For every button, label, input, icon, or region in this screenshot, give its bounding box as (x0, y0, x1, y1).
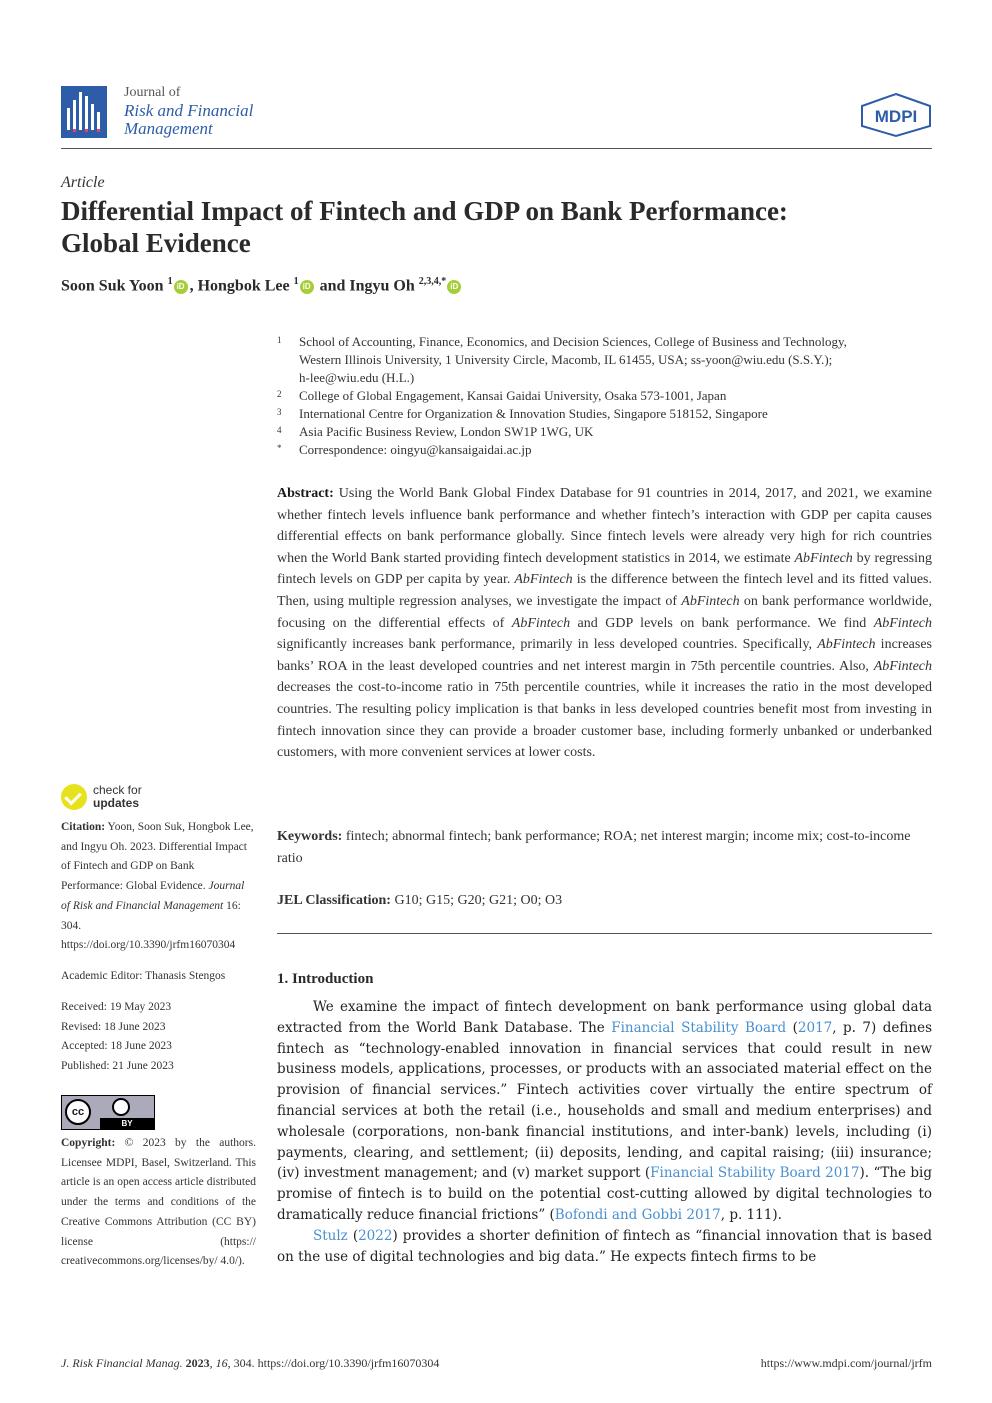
journal-name (124, 84, 253, 138)
header-rule (61, 148, 932, 149)
author-affil: 1 (167, 276, 173, 287)
affiliation-2: 2 College of Global Engagement, Kansai Gaidai University, Osaka 573-1001, Japan (277, 388, 727, 403)
paragraph-1: We examine the impact of fintech development on bank performance using global data extracted from the World Bank Database. The Financial Stability Board (2017, p. 7) defines fintech as “technology-enabled innovation in financial services that could result in new business models, applications, processes, or products with an associated material effect on the provision of financial services.” Fintech activities cover virtually the entire spectrum of financial services at both the retail (i.e., households and small and medium enterprises) and wholesale (corporations, non-bank financial institutions, and inter-bank) levels, including (i) payments, clearing, and settlement; (ii) deposits, lending, and capital raising; (iii) insurance; (iv) investment management; and (v) market support (Financial Stability Board 2017). “The big promise of fintech is to build on the potential cost-cutting allowed by digital technologies to dramatically reduce financial frictions” (Bofondi and Gobbi 2017, p. 111). (277, 999, 933, 1223)
affiliations (277, 333, 937, 459)
orcid-icon[interactable]: iD (300, 280, 314, 294)
mdpi-logo (858, 92, 934, 138)
author-name[interactable]: Hongbok Lee (197, 277, 290, 295)
academic-editor: Academic Editor: Thanasis Stengos (61, 970, 226, 982)
dates (61, 998, 256, 1077)
check-for-updates[interactable]: check for updates (61, 784, 251, 814)
citation-link[interactable]: Financial Stability Board (611, 1019, 787, 1036)
article-type: Article (61, 174, 105, 191)
journal-name-line1: Risk and Financial (124, 101, 254, 120)
correspondence: * Correspondence: oingyu@kansaigaidai.ac.jp (277, 442, 532, 457)
citation-link[interactable]: Bofondi and Gobbi 2017 (554, 1206, 721, 1223)
author-name[interactable]: Soon Suk Yoon (61, 277, 164, 295)
footer-citation: J. Risk Financial Manag. 2023, 16, 304. https://doi.org/10.3390/jrfm16070304 (61, 1356, 440, 1370)
keywords-label: Keywords: (277, 829, 343, 844)
section-title: 1. Introduction (277, 971, 374, 987)
journal-of: Journal of (124, 85, 181, 100)
journal-name-line2: Management (124, 119, 213, 138)
title-line-1: Differential Impact of Fintech and GDP on Bank Performance: (61, 196, 788, 226)
jel-text: G10; G15; G20; G21; O0; O3 (390, 893, 563, 908)
citation-link[interactable]: 2017 (797, 1019, 833, 1036)
copyright: Copyright: © 2023 by the authors. Licensee MDPI, Basel, Switzerland. This article is an open access article distributed under the terms and conditions of the Creative Commons Attribution (CC BY) license (https:// creativecommons.org/licenses/by/ 4.0/). (61, 1137, 256, 1268)
title-line-2: Global Evidence (61, 228, 251, 258)
paragraph-2: Stulz (2022) provides a shorter definition of fintech as “financial innovation that is based on the use of digital technologies and big data.” He expects fintech firms to be (277, 1227, 933, 1265)
journal-logo (61, 86, 107, 138)
affiliation-3: 3 International Centre for Organization & Innovation Studies, Singapore 518152, Singapore (277, 406, 768, 421)
abstract-text: Using the World Bank Global Findex Database for 91 countries in 2014, 2017, and 2021, we examine whether fintech levels influence bank performance and whether fintech’s interaction with GDP per capita causes differential effects on bank performance globally. Since fintech levels were already very high for rich countries when the World Bank started providing fintech development statistics in 2014, we estimate AbFintech by regressing fintech levels on GDP per capita by year. AbFintech is the difference between the fintech level and its fitted values. Then, using multiple regression analyses, we investigate the impact of AbFintech on bank performance worldwide, focusing on the differential effects of AbFintech and GDP levels on bank performance. We find AbFintech significantly increases bank performance, primarily in less developed countries. Specifically, AbFintech increases banks’ ROA in the least developed countries and net interest margin in 75th percentile countries. Also, AbFintech decreases the cost-to-income ratio in 75th percentile countries, while it increases the ratio in the most developed countries. The resulting policy implication is that banks in less developed countries benefit most from investing in fintech innovation since they can provide a broader customer base, including formerly unbanked or underbanked customers, with more convenient services at lower costs. (277, 486, 932, 761)
published-date: Published: 21 June 2023 (61, 1060, 174, 1073)
keywords (277, 826, 932, 869)
keywords-text: fintech; abnormal fintech; bank performance; ROA; net interest margin; income mix; cost-to-income ratio (277, 829, 911, 866)
revised-date: Revised: 18 June 2023 (61, 1020, 166, 1033)
footer-journal-url[interactable]: https://www.mdpi.com/journal/jrfm (760, 1356, 932, 1370)
page-title (61, 195, 941, 259)
body-text (277, 997, 932, 1267)
citation-link[interactable]: 2022 (358, 1227, 393, 1244)
abstract-label: Abstract: (277, 486, 334, 501)
affiliation-1: 1 School of Accounting, Finance, Economics, and Decision Sciences, College of Business and Technology, Western Illinois University, 1 University Circle, Macomb, IL 61455, USA; ss-yoon@wiu.edu (S.S.Y.); h-lee@wiu.edu (H.L.) (277, 334, 847, 385)
citation-link[interactable]: Financial Stability Board 2017 (650, 1165, 860, 1182)
abstract (277, 483, 932, 764)
cc-by-license-badge[interactable] (61, 1095, 155, 1130)
author-name[interactable]: Ingyu Oh (349, 277, 415, 295)
check-icon (61, 784, 87, 810)
orcid-icon[interactable]: iD (174, 280, 188, 294)
author-affil: 1 (293, 276, 299, 287)
orcid-icon[interactable]: iD (447, 280, 461, 294)
abstract-rule (277, 933, 932, 934)
cc-icon: cc (65, 1099, 91, 1125)
citation: Citation: Yoon, Soon Suk, Hongbok Lee, and Ingyu Oh. 2023. Differential Impact of Fintech and GDP on Bank Performance: Global Evidence. Journal of Risk and Financial Management 16: 304. https://doi.org/10.3390/jrfm16070304 (61, 821, 254, 952)
jel-label: JEL Classification: (277, 893, 391, 908)
by-label: BY (100, 1118, 154, 1129)
attribution-icon (112, 1098, 130, 1116)
jel-classification (277, 890, 932, 911)
author-affil: 2,3,4,* (418, 276, 447, 287)
publisher-logo-text: MDPI (874, 107, 918, 126)
affiliation-4: 4 Asia Pacific Business Review, London SW1P 1WG, UK (277, 424, 594, 439)
authors: Soon Suk Yoon $^1$ iD , Hongbok Lee $^1$ iD and Ingyu Oh $^{2,3,4,*}$ iD (61, 276, 463, 295)
received-date: Received: 19 May 2023 (61, 1001, 172, 1013)
citation-link[interactable]: Stulz (313, 1227, 348, 1244)
accepted-date: Accepted: 18 June 2023 (61, 1040, 172, 1053)
